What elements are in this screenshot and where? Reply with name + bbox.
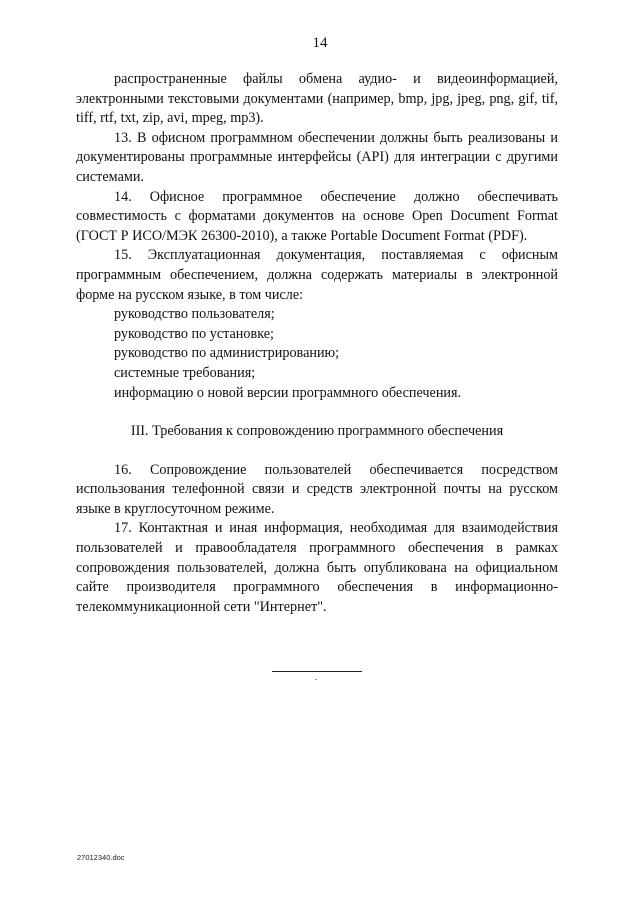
- list-item-new-version-info: информацию о новой версии программного обеспечения.: [114, 384, 462, 401]
- list-item-user-guide: руководство пользователя;: [114, 306, 275, 323]
- list-item-admin-guide: руководство по администрированию;: [114, 345, 340, 362]
- paragraph-13: 13. В офисном программном обеспечении должны быть реализованы и документированы программные интерфейсы (API) для интеграции с другими системами.: [76, 129, 558, 185]
- section-heading-3: III. Требования к сопровождению программного обеспечения: [130, 423, 504, 440]
- document-body: [76, 70, 558, 617]
- paragraph-continuation: распространенные файлы обмена аудио- и видеоинформацией, электронными текстовыми документами (например, bmp, jpg, jpeg, png, gif, tif, tiff, rtf, txt, zip, avi, mpeg, mp3).: [76, 71, 558, 127]
- list-item-install-guide: руководство по установке;: [114, 325, 274, 342]
- paragraph-14: 14. Офисное программное обеспечение должно обеспечивать совместимость с форматами документов на основе Open Document Format (ГОСТ Р ИСО/МЭК 26300-2010), а также Portable Document Format (PDF).: [76, 188, 558, 244]
- paragraph-15: 15. Эксплуатационная документация, поставляемая с офисным программным обеспечением, должна содержать материалы в электронной форме на русском языке, в том числе:: [76, 247, 558, 303]
- footer-filename: 27012340.doc: [77, 853, 125, 862]
- paragraph-16: 16. Сопровождение пользователей обеспечивается посредством использования телефонной связи и средств электронной почты на русском языке в круглосуточном режиме.: [76, 461, 558, 517]
- end-separator-line: [272, 671, 362, 672]
- paragraph-17: 17. Контактная и иная информация, необходимая для взаимодействия пользователей и правообладателя программного обеспечения в рамках сопровождения пользователей, должна быть опубликована на официальном сайте производителя программного обеспечения в информационно-телекоммуникационной сети "Интернет".: [76, 520, 558, 615]
- page-number: 14: [312, 35, 328, 51]
- separator-mark: [315, 679, 317, 680]
- list-item-system-requirements: системные требования;: [114, 364, 256, 381]
